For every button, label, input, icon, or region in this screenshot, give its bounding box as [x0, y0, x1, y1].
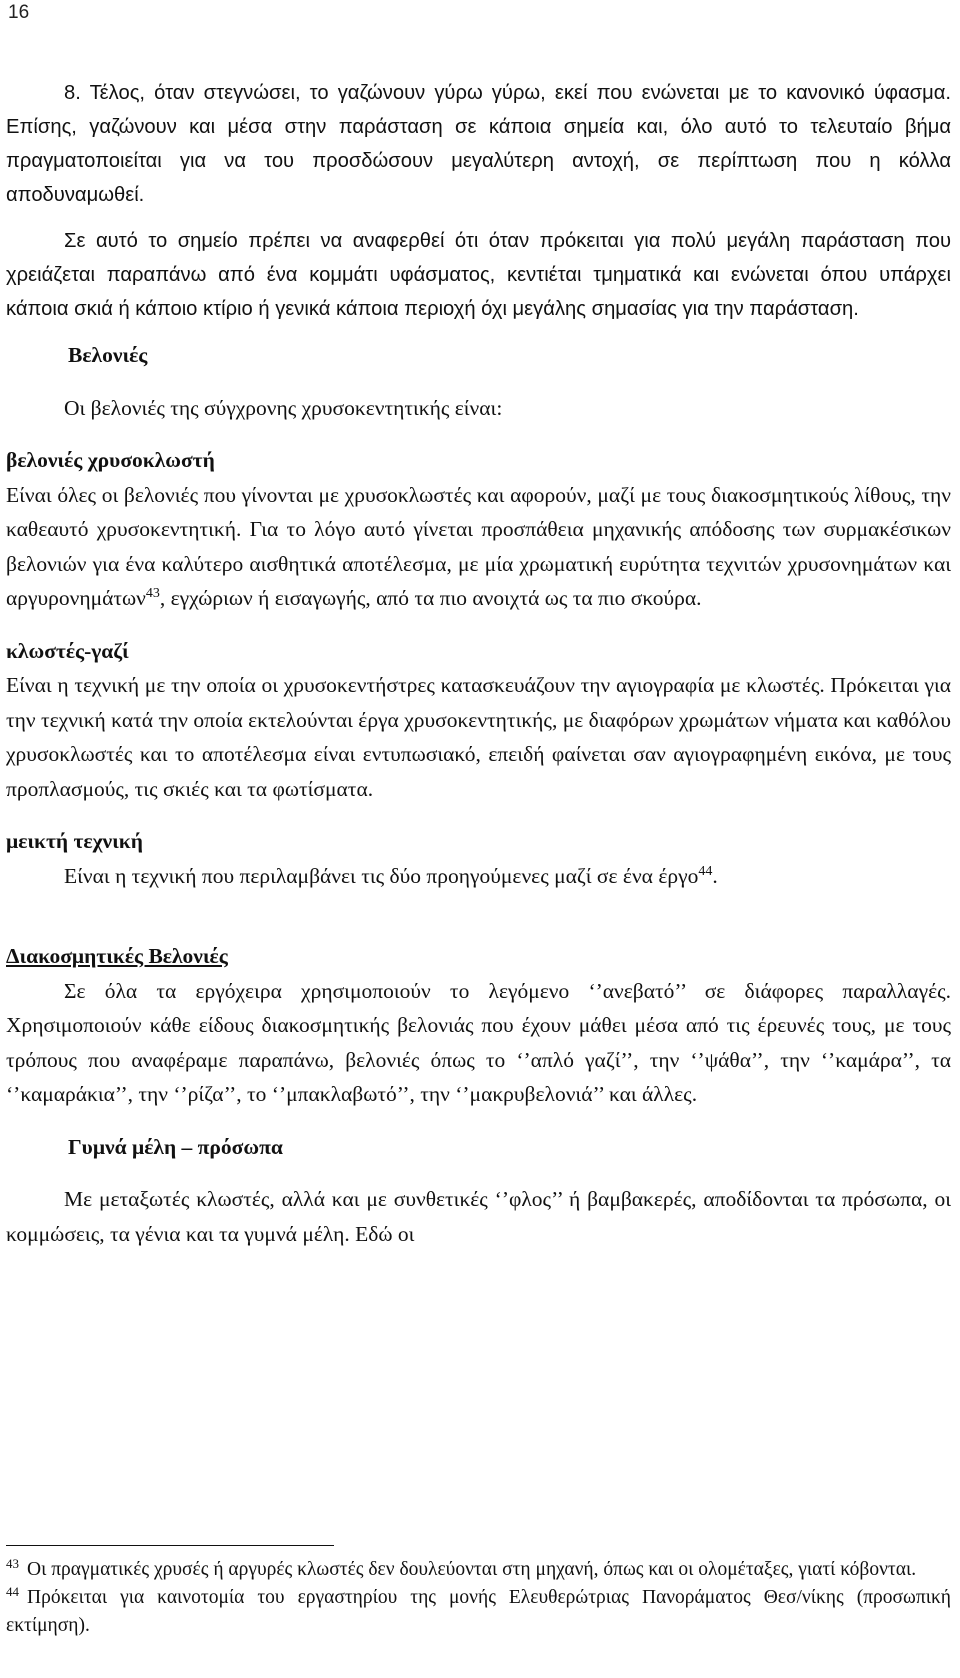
paragraph-gymna-meli: Με μεταξωτές κλωστές, αλλά και με συνθετικές ‘’φλος’’ ή βαμβακερές, αποδίδονται τα πρόσωπα, οι κομμώσεις, τα γένια και τα γυμνά μέλη. Εδώ οι	[6, 1187, 951, 1246]
paragraph-chrysoklosti	[6, 478, 951, 616]
paragraph-belonies-intro: Οι βελονιές της σύγχρονης χρυσοκεντητικής είναι:	[64, 395, 503, 420]
paragraph-diakosmitikes: Σε όλα τα εργόχειρα χρησιμοποιούν το λεγόμενο ‘’ανεβατό’’ σε διάφορες παραλλαγές. Χρησιμοποιούν κάθε είδους διακοσμητικής βελονιάς που έχουν μάθει μέσα από τις έρευνές τους, με τους τρόπους που αναφέραμε παραπάνω, βελονιές όπως το ‘’απλό γαζί’’, την ‘’ψάθα’’, την ‘’καμάρα’’, τα ‘’καμαράκια’’, την ‘’ρίζα’’, το ‘’μπακλαβωτό’’, την ‘’μακρυβελονιά’’ και άλλες.	[6, 978, 951, 1106]
footnote-44	[6, 1584, 951, 1640]
footnotes	[6, 1556, 951, 1640]
footnote-text-43: Οι πραγματικές χρυσές ή αργυρές κλωστές δεν δουλεύονται στη μηχανή, όπως και οι ολομέταξες, γιατί κόβονται.	[27, 1559, 917, 1580]
paragraph-large-scene: Σε αυτό το σημείο πρέπει να αναφερθεί ότι όταν πρόκειται για πολύ μεγάλη παράσταση που χρειάζεται παραπάνω από ένα κομμάτι υφάσματος, κεντιέται τμηματικά και ενώνεται όπου υπάρχει κάποια σκιά ή κάποιο κτίριο ή γενικά κάποια περιοχή όχι μεγάλης σημασίας για την παράσταση.	[6, 230, 951, 320]
page-number: 16	[8, 2, 30, 23]
mikti-text: Είναι η τεχνική που περιλαμβάνει τις δύο προηγούμενες μαζί σε ένα έργο	[64, 863, 699, 888]
document-body	[6, 76, 951, 1251]
paragraph-mikti	[6, 859, 951, 894]
heading-chrysoklosti: βελονιές χρυσοκλωστή	[6, 448, 215, 472]
footnote-separator	[6, 1545, 334, 1546]
chrysoklosti-text: Είναι όλες οι βελονιές που γίνονται με χρυσοκλωστές και αφορούν, μαζί με τους διακοσμητικούς λίθους, την καθεαυτό χρυσοκεντητική. Για το λόγο αυτό γίνεται προσπάθεια μηχανικής απόδοσης των συρμακέσικων βελονιών για ένα καλύτερο αισθητικά αποτέλεσμα, με μία χρωματική ευρύτητα τεχνιτών χρυσονημάτων και αργυρονημάτων	[6, 482, 951, 610]
footnote-43	[6, 1556, 951, 1584]
heading-mikti: μεικτή τεχνική	[6, 829, 143, 853]
footnote-text-44: Πρόκειται για καινοτομία του εργαστηρίου της μονής Ελευθερώτριας Πανοράματος Θεσ/νίκης (προσωπική εκτίμηση).	[6, 1587, 951, 1636]
heading-belonies: Βελονιές	[68, 343, 148, 367]
footnote-mark-44: 44	[6, 1583, 19, 1599]
mikti-text-end: .	[712, 863, 718, 888]
heading-diakosmitikes: Διακοσμητικές Βελονιές	[6, 944, 228, 968]
footnote-ref-43[interactable]: 43	[145, 585, 160, 601]
heading-klostes-gazi: κλωστές-γαζί	[6, 638, 129, 663]
footnote-ref-44[interactable]: 44	[698, 863, 713, 879]
footnote-mark-43: 43	[6, 1555, 19, 1571]
heading-gymna-meli: Γυμνά μέλη – πρόσωπα	[68, 1134, 283, 1159]
paragraph-step-8: 8. Τέλος, όταν στεγνώσει, το γαζώνουν γύρω γύρω, εκεί που ενώνεται με το κανονικό ύφασμα. Επίσης, γαζώνουν και μέσα στην παράσταση σε κάποια σημεία και, όλο αυτό το τελευταίο βήμα πραγματοποιείται για να του προσδώσουν μεγαλύτερη αντοχή, σε περίπτωση που η κόλλα αποδυναμωθεί.	[6, 82, 951, 206]
chrysoklosti-text-end: , εγχώριων ή εισαγωγής, από τα πιο ανοιχτά ως τα πιο σκούρα.	[159, 586, 702, 610]
paragraph-klostes-gazi: Είναι η τεχνική με την οποία οι χρυσοκεντήστρες κατασκευάζουν την αγιογραφία με κλωστές. Πρόκειται για την τεχνική κατά την οποία εκτελούνται έργα χρυσοκεντητικής, με διαφόρων χρωμάτων νήματα και καθόλου χρυσοκλωστές και το αποτέλεσμα είναι εντυπωσιακό, επειδή φαίνεται σαν αγιογραφημένη εικόνα, με τους προπλασμούς, τις σκιές και τα φωτίσματα.	[6, 673, 951, 801]
